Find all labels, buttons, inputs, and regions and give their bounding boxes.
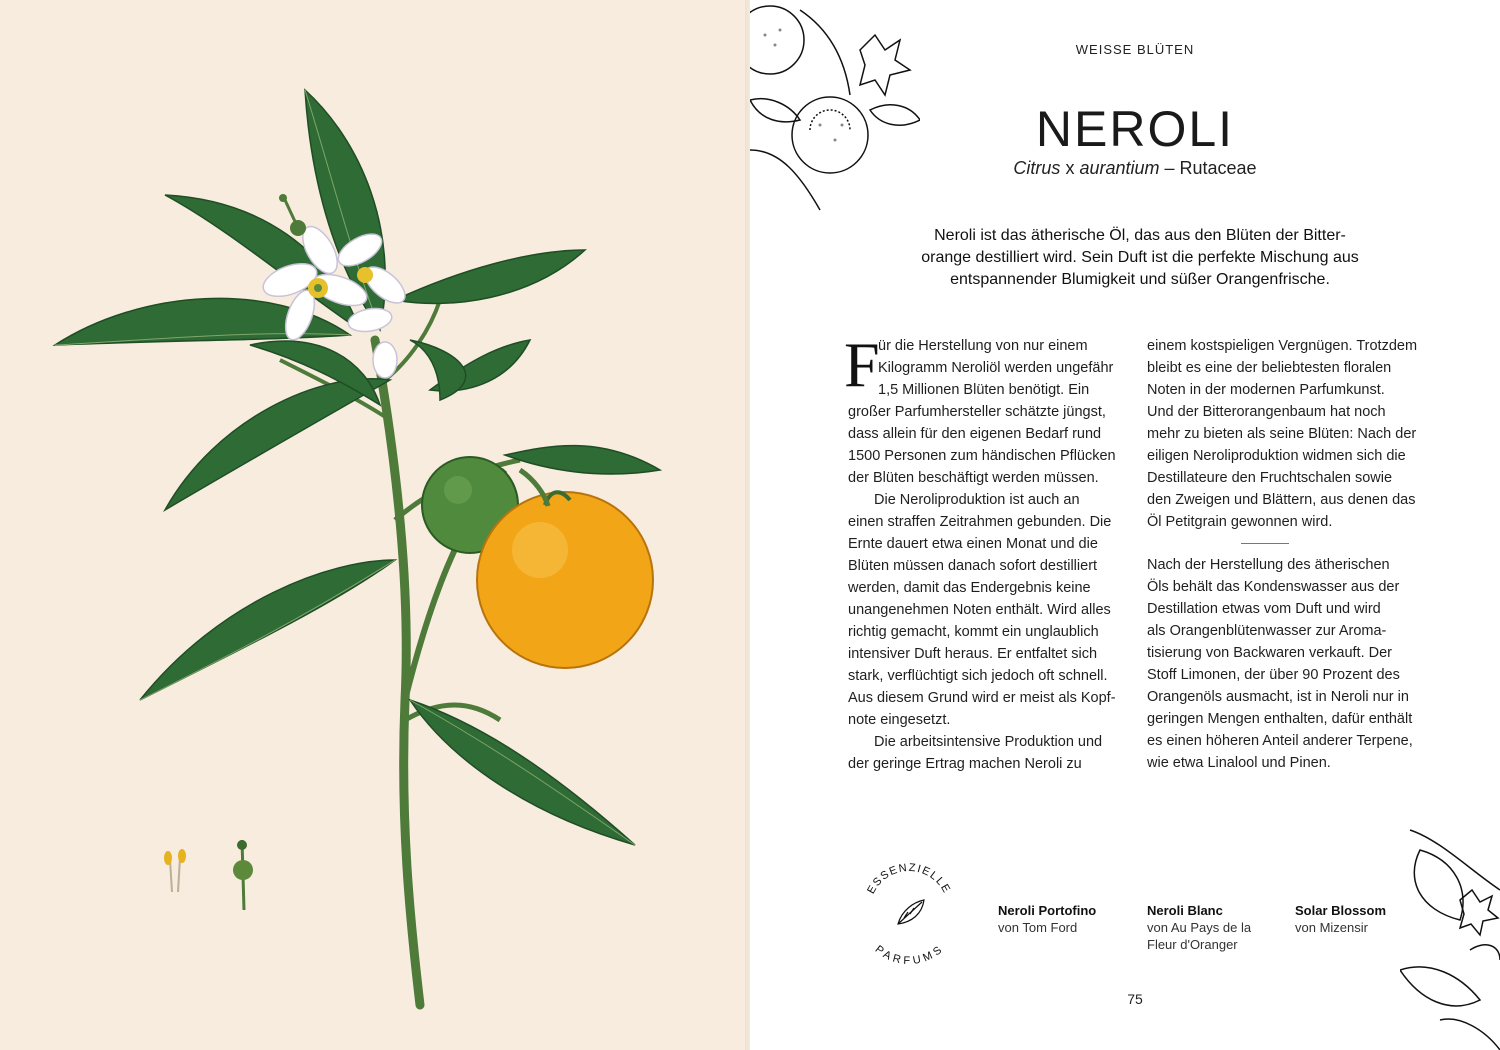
engraving-top-left bbox=[750, 0, 920, 220]
section-label: WEISSE BLÜTEN bbox=[1075, 42, 1195, 57]
badge-top-text: ESSENZIELLE bbox=[865, 861, 953, 896]
svg-text:PARFUMS bbox=[873, 943, 946, 967]
leaf-icon bbox=[898, 900, 924, 924]
page-title: NEROLI bbox=[1035, 101, 1235, 157]
perfume-entry: Neroli Portofino von Tom Ford bbox=[998, 903, 1097, 935]
lead-paragraph: Neroli ist das ätherische Öl, das aus den Blüten der Bitter- orange destilliert wird. Sein Duft ist die perfekte Mischung aus entspannender Blumigkeit und süßer Orangenfrische. bbox=[921, 227, 1359, 288]
text-page bbox=[750, 0, 1500, 1050]
essential-perfumes-badge bbox=[862, 852, 956, 968]
svg-text:ESSENZIELLE bbox=[865, 862, 953, 896]
text-column-2: einem kostspieligen Vergnügen. Trotzdem bleibt es eine der beliebtesten floralen Noten in der modernen Parfumkunst. Und der Bitterorangenbaum hat noch mehr zu bieten als seine Blüten: Nach der eiligen Neroliproduktion widmen sich die Destillateure den Fruchtschalen sowie den Zweigen und Blättern, aus denen das Öl Petitgrain gewonnen wird. Nach der Herstellung des ätherischen Öls behält das Kondenswasser aus der Destillation etwas vom Duft und wird als Orangenblütenwasser zur Aroma- tisierung von Backwaren verkauft. Der Stoff Limonen, der über 90 Prozent des Orangenöls ausmacht, ist in Neroli nur in geringen Mengen enthalten, dafür enthält es einen höheren Anteil anderer Terpene, wie etwa Linalool und Pinen. bbox=[1147, 338, 1418, 771]
text-column-1: F ür die Herstellung von nur einem Kilogramm Neroliöl werden ungefähr 1,5 Millionen Blüten benötigt. Ein großer Parfumhersteller schätzte jüngst, dass allein für den eigenen Bedarf rund 1500 Personen zum händischen Pflücken der Blüten beschäftigt werden müssen. Die Neroliproduktion ist auch an einen straffen Zeitrahmen gebunden. Die Ernte dauert etwa einen Monat und die Blüten müssen danach sofort destilliert werden, damit das Endergebnis keine unangenehmen Noten enthält. Wird alles richtig gemacht, kommt ein unglaublich intensiver Duft heraus. Er entfaltet sich stark, verflüchtigt sich jedoch oft schnell. Aus diesem Grund wird er meist als Kopf- note eingesetzt. Die arbeitsintensive Produktion und der geringe Ertrag machen Neroli zu bbox=[844, 329, 1116, 772]
perfume-entry: Solar Blossom von Mizensir bbox=[1295, 903, 1387, 935]
section-divider bbox=[1241, 543, 1289, 544]
page-number: 75 bbox=[1127, 991, 1143, 1007]
stamen-details bbox=[164, 840, 253, 910]
badge-bottom-text: PARFUMS bbox=[872, 943, 946, 968]
perfume-entry: Neroli Blanc von Au Pays de la Fleur d'Oranger bbox=[1147, 903, 1252, 952]
drop-cap: F bbox=[844, 329, 880, 400]
botanical-name: Citrus x aurantium – Rutaceae bbox=[1013, 158, 1257, 178]
